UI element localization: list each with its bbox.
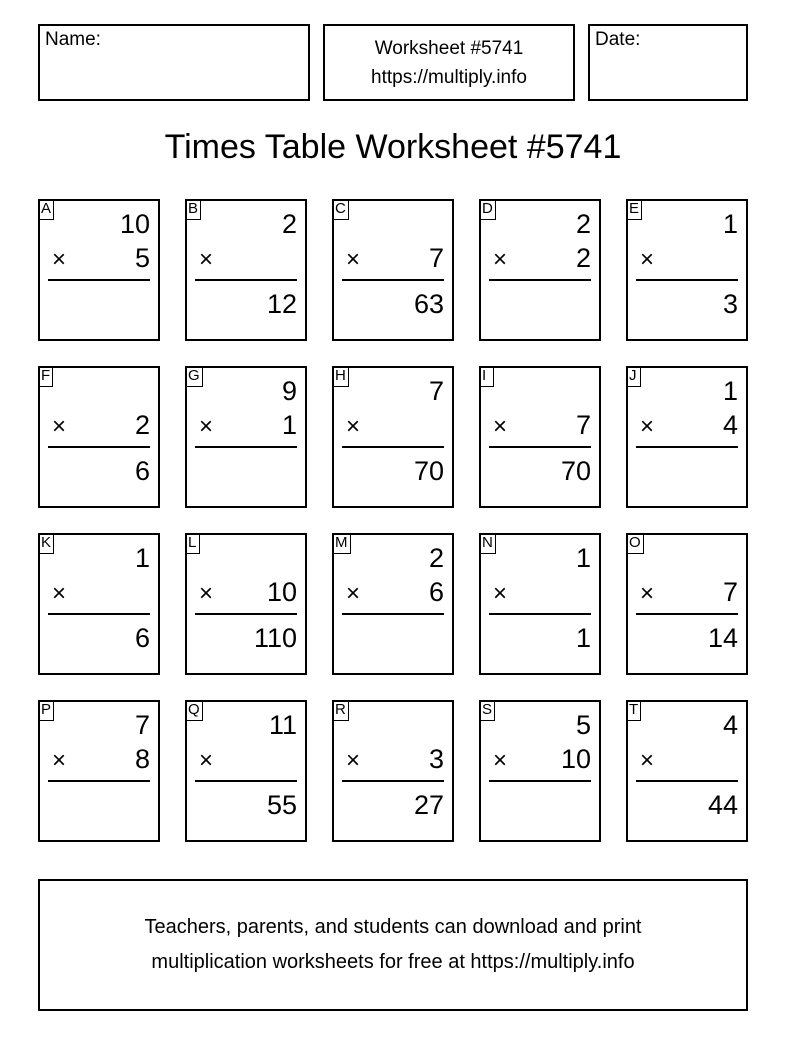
answer-rule (489, 613, 591, 615)
answer-rule (342, 446, 444, 448)
bottom-factor: 2 (575, 243, 591, 273)
problem-letter: N (479, 533, 496, 554)
bottom-factor: 8 (134, 744, 150, 774)
top-factor: 1 (575, 543, 591, 573)
footer-line-1: Teachers, parents, and students can download and print (144, 916, 642, 938)
product: 55 (266, 790, 297, 820)
product: 14 (707, 623, 738, 653)
product: 70 (413, 456, 444, 486)
times-sign: × (493, 747, 508, 774)
times-sign: × (52, 580, 67, 607)
answer-rule (342, 613, 444, 615)
times-sign: × (52, 413, 67, 440)
top-factor: 2 (575, 209, 591, 239)
problem-cell-r (332, 700, 454, 842)
problem-letter: G (185, 366, 203, 387)
bottom-factor: 2 (134, 410, 150, 440)
problem-letter: D (479, 199, 496, 220)
problem-cell-o (626, 533, 748, 675)
problem-cell-m (332, 533, 454, 675)
problem-cell-n (479, 533, 601, 675)
problem-letter: E (626, 199, 642, 220)
problem-cell-i (479, 366, 601, 508)
problem-cell-l (185, 533, 307, 675)
date-label: Date: (595, 29, 641, 50)
answer-rule (342, 780, 444, 782)
problem-cell-b (185, 199, 307, 341)
problem-letter: B (185, 199, 201, 220)
times-sign: × (493, 246, 508, 273)
answer-rule (48, 780, 150, 782)
problem-cell-f (38, 366, 160, 508)
product: 44 (707, 790, 738, 820)
answer-rule (489, 446, 591, 448)
answer-rule (636, 780, 738, 782)
problem-letter: M (332, 533, 351, 554)
top-factor: 10 (119, 209, 150, 239)
top-factor: 4 (722, 710, 738, 740)
problem-cell-g (185, 366, 307, 508)
answer-rule (342, 279, 444, 281)
problem-letter: L (185, 533, 200, 554)
product: 63 (413, 289, 444, 319)
times-sign: × (640, 246, 655, 273)
bottom-factor: 3 (428, 744, 444, 774)
times-sign: × (52, 246, 67, 273)
product: 27 (413, 790, 444, 820)
bottom-factor: 1 (281, 410, 297, 440)
bottom-factor: 7 (428, 243, 444, 273)
problem-letter: K (38, 533, 54, 554)
bottom-factor: 10 (266, 577, 297, 607)
times-sign: × (199, 580, 214, 607)
problem-cell-h (332, 366, 454, 508)
times-sign: × (52, 747, 67, 774)
top-factor: 5 (575, 710, 591, 740)
product: 6 (134, 456, 150, 486)
answer-rule (48, 446, 150, 448)
problem-cell-d (479, 199, 601, 341)
problem-cell-a (38, 199, 160, 341)
times-sign: × (493, 580, 508, 607)
answer-rule (636, 446, 738, 448)
answer-rule (489, 279, 591, 281)
times-sign: × (640, 413, 655, 440)
product: 6 (134, 623, 150, 653)
problem-letter: Q (185, 700, 203, 721)
product: 12 (266, 289, 297, 319)
bottom-factor: 10 (560, 744, 591, 774)
answer-rule (195, 446, 297, 448)
times-sign: × (640, 580, 655, 607)
problem-letter: F (38, 366, 53, 387)
product: 1 (575, 623, 591, 653)
problem-cell-s (479, 700, 601, 842)
top-factor: 2 (281, 209, 297, 239)
bottom-factor: 7 (722, 577, 738, 607)
top-factor: 1 (134, 543, 150, 573)
top-factor: 2 (428, 543, 444, 573)
bottom-factor: 6 (428, 577, 444, 607)
problem-letter: I (479, 366, 494, 387)
times-sign: × (199, 246, 214, 273)
worksheet-number: Worksheet #5741 (374, 38, 524, 59)
problem-cell-c (332, 199, 454, 341)
times-sign: × (346, 246, 361, 273)
answer-rule (489, 780, 591, 782)
times-sign: × (346, 580, 361, 607)
bottom-factor: 7 (575, 410, 591, 440)
answer-rule (195, 613, 297, 615)
answer-rule (195, 780, 297, 782)
problem-cell-e (626, 199, 748, 341)
date-box (588, 24, 748, 101)
answer-rule (48, 613, 150, 615)
answer-rule (195, 279, 297, 281)
top-factor: 11 (268, 710, 297, 740)
worksheet-info-box (323, 24, 575, 101)
problem-cell-j (626, 366, 748, 508)
problem-cell-t (626, 700, 748, 842)
problem-letter: P (38, 700, 54, 721)
top-factor: 9 (281, 376, 297, 406)
footer-line-2: multiplication worksheets for free at https://multiply.info (151, 951, 635, 973)
problem-letter: R (332, 700, 349, 721)
problem-letter: A (38, 199, 54, 220)
problem-cell-k (38, 533, 160, 675)
times-sign: × (346, 747, 361, 774)
problem-cell-q (185, 700, 307, 842)
times-sign: × (199, 747, 214, 774)
answer-rule (636, 279, 738, 281)
problem-letter: S (479, 700, 495, 721)
problem-letter: T (626, 700, 641, 721)
times-sign: × (346, 413, 361, 440)
top-factor: 7 (428, 376, 444, 406)
product: 110 (253, 623, 297, 653)
problem-cell-p (38, 700, 160, 842)
page-title: Times Table Worksheet #5741 (164, 128, 622, 166)
bottom-factor: 4 (722, 410, 738, 440)
answer-rule (636, 613, 738, 615)
times-sign: × (199, 413, 214, 440)
product: 3 (722, 289, 738, 319)
name-box (38, 24, 310, 101)
problem-letter: J (626, 366, 641, 387)
name-label: Name: (45, 29, 101, 50)
product: 70 (560, 456, 591, 486)
problem-letter: H (332, 366, 349, 387)
times-sign: × (640, 747, 655, 774)
top-factor: 7 (134, 710, 150, 740)
problem-letter: C (332, 199, 349, 220)
times-sign: × (493, 413, 508, 440)
problem-letter: O (626, 533, 644, 554)
footer-box (38, 879, 748, 1011)
top-factor: 1 (722, 376, 738, 406)
site-url: https://multiply.info (371, 67, 527, 88)
bottom-factor: 5 (134, 243, 150, 273)
answer-rule (48, 279, 150, 281)
top-factor: 1 (722, 209, 738, 239)
